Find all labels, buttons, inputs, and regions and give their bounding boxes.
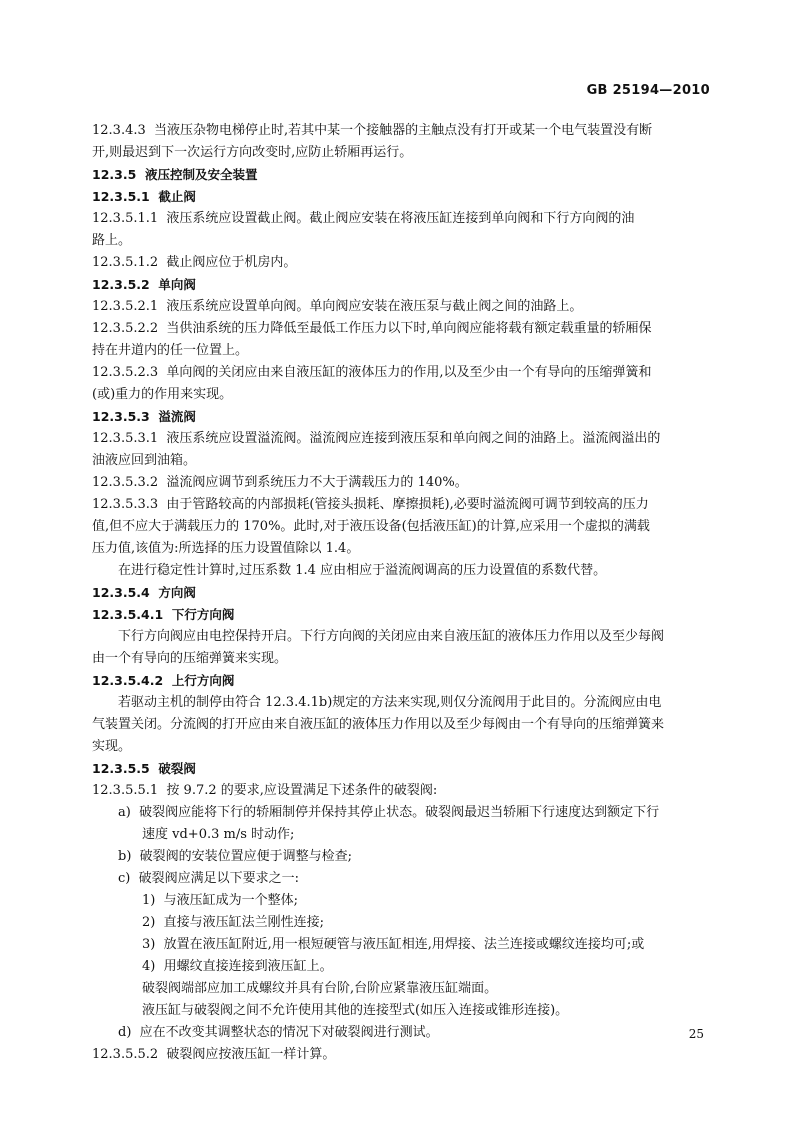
text-line: 持在井道内的任一位置上。: [92, 343, 249, 358]
text-line: 12.3.5.3.1 液压系统应设置溢流阀。溢流阀应连接到液压泵和单向阀之间的油路上。溢流阀溢出的: [92, 431, 661, 446]
section-heading: 12.3.5.4 方向阀: [92, 585, 196, 600]
text-line: 气装置关闭。分流阀的打开应由来自液压缸的液体压力作用以及至少每阀由一个有导向的压缩弹簧来: [92, 717, 665, 732]
section-heading: 12.3.5.1 截止阀: [92, 189, 196, 204]
text-line: 12.3.5.1.2 截止阀应位于机房内。: [92, 255, 297, 270]
text-line: 2) 直接与液压缸法兰刚性连接;: [142, 915, 324, 930]
text-line: 4) 用螺纹直接连接到液压缸上。: [142, 959, 333, 974]
text-line: 3) 放置在液压缸附近,用一根短硬管与液压缸相连,用焊接、法兰连接或螺纹连接均可;或: [142, 937, 645, 952]
text-line: 油液应回到油箱。: [92, 453, 197, 468]
text-line: 破裂阀端部应加工成螺纹并具有台阶,台阶应紧靠液压缸端面。: [142, 981, 498, 996]
text-line: 由一个有导向的压缩弹簧来实现。: [92, 651, 288, 666]
section-heading: 12.3.5.3 溢流阀: [92, 409, 196, 424]
section-heading: 12.3.5.2 单向阀: [92, 277, 196, 292]
text-line: 12.3.5.2.1 液压系统应设置单向阀。单向阀应安装在液压泵与截止阀之间的油路上。: [92, 299, 583, 314]
text-line: b) 破裂阀的安装位置应便于调整与检查;: [118, 849, 353, 864]
section-heading: 12.3.5.4.1 下行方向阀: [92, 607, 235, 622]
text-line: 12.3.5.3.2 溢流阀应调节到系统压力不大于满载压力的 140%。: [92, 475, 468, 490]
text-line: d) 应在不改变其调整状态的情况下对破裂阀进行测试。: [118, 1025, 439, 1040]
text-line: 12.3.5.5.2 破裂阀应按液压缸一样计算。: [92, 1047, 336, 1062]
text-line: 实现。: [92, 739, 132, 754]
section-heading: 12.3.5.5 破裂阀: [92, 761, 196, 776]
section-heading: 12.3.5.4.2 上行方向阀: [92, 673, 235, 688]
text-line: 12.3.5.5.1 按 9.7.2 的要求,应设置满足下述条件的破裂阀:: [92, 783, 438, 798]
text-line: c) 破裂阀应满足以下要求之一:: [118, 871, 299, 886]
document-body: [92, 120, 712, 1066]
text-line: 开,则最迟到下一次运行方向改变时,应防止轿厢再运行。: [92, 145, 413, 160]
text-line: 12.3.5.2.2 当供油系统的压力降低至最低工作压力以下时,单向阀应能将载有额定载重量的轿厢保: [92, 321, 652, 336]
text-line: 12.3.5.3.3 由于管路较高的内部损耗(管接头损耗、摩擦损耗),必要时溢流阀可调节到较高的压力: [92, 497, 649, 512]
standard-number: GB 25194—2010: [586, 83, 710, 98]
page-number: 25: [688, 1027, 704, 1041]
text-line: 值,但不应大于满载压力的 170%。此时,对于液压设备(包括液压缸)的计算,应采用一个虚拟的满载: [92, 519, 650, 534]
text-line: 压力值,该值为:所选择的压力设置值除以 1.4。: [92, 541, 360, 556]
text-line: 速度 vd+0.3 m/s 时动作;: [142, 827, 295, 842]
text-line: (或)重力的作用来实现。: [92, 387, 233, 402]
text-line: 液压缸与破裂阀之间不允许使用其他的连接型式(如压入连接或锥形连接)。: [142, 1003, 569, 1018]
section-heading: 12.3.5 液压控制及安全装置: [92, 167, 258, 182]
text-line: a) 破裂阀应能将下行的轿厢制停并保持其停止状态。破裂阀最迟当轿厢下行速度达到额定下行: [118, 805, 660, 820]
text-line: 路上。: [92, 233, 132, 248]
text-line: 在进行稳定性计算时,过压系数 1.4 应由相应于溢流阀调高的压力设置值的系数代替。: [118, 563, 607, 578]
text-line: 1) 与液压缸成为一个整体;: [142, 893, 298, 908]
text-line: 12.3.5.2.3 单向阀的关闭应由来自液压缸的液体压力的作用,以及至少由一个有导向的压缩弹簧和: [92, 365, 652, 380]
text-line: 12.3.5.1.1 液压系统应设置截止阀。截止阀应安装在将液压缸连接到单向阀和下行方向阀的油: [92, 211, 635, 226]
text-line: 12.3.4.3 当液压杂物电梯停止时,若其中某一个接触器的主触点没有打开或某一个电气装置没有断: [92, 123, 653, 138]
text-line: 下行方向阀应由电控保持开启。下行方向阀的关闭应由来自液压缸的液体压力作用以及至少每阀: [118, 629, 665, 644]
text-line: 若驱动主机的制停由符合 12.3.4.1b)规定的方法来实现,则仅分流阀用于此目的。分流阀应由电: [118, 695, 662, 710]
